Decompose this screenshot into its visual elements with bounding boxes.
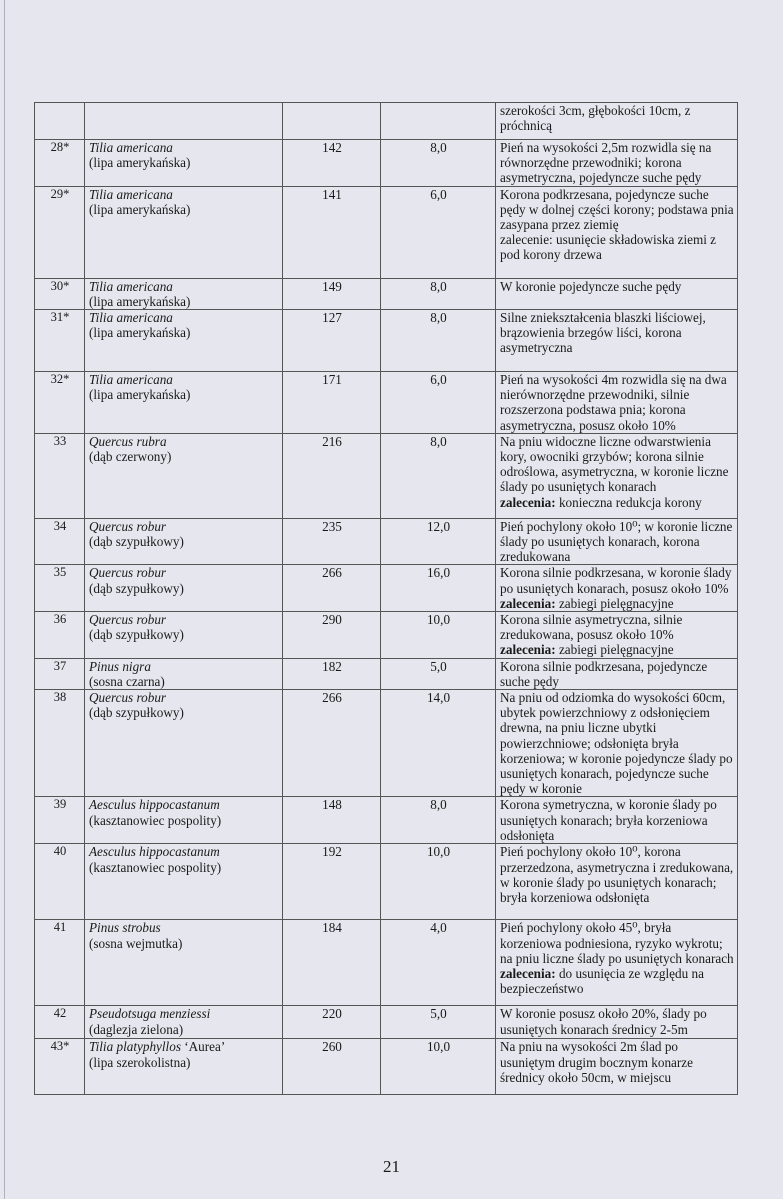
cell-height xyxy=(381,140,496,187)
cell-height xyxy=(381,690,496,797)
cell-no xyxy=(35,518,85,565)
tree-number: 39 xyxy=(53,797,67,812)
recommendation-text: zabiegi pielęgnacyjne xyxy=(558,595,674,611)
cell-description xyxy=(496,103,738,140)
latin-name xyxy=(89,279,279,294)
polish-name: (lipa amerykańska) xyxy=(89,293,191,309)
circumference-value: 235 xyxy=(322,518,342,534)
page-number: 21 xyxy=(383,1157,400,1176)
cell-height xyxy=(381,103,496,140)
recommendation-tail: bezpieczeństwo xyxy=(500,981,584,997)
cell-circumference xyxy=(283,797,381,844)
height-value: 6,0 xyxy=(430,372,447,388)
latin-name-text: Pinus nigra xyxy=(89,658,151,674)
table-row xyxy=(35,278,738,309)
tree-number: 41 xyxy=(53,920,67,935)
cell-height xyxy=(381,186,496,278)
table-row xyxy=(35,844,738,920)
cell-species xyxy=(85,186,283,278)
cell-height xyxy=(381,658,496,689)
cell-circumference xyxy=(283,565,381,612)
latin-name-text: Pseudotsuga menziessi xyxy=(89,1006,211,1022)
circumference-value: 184 xyxy=(322,920,342,936)
cell-species xyxy=(85,310,283,372)
cell-description xyxy=(496,310,738,372)
cell-description xyxy=(496,844,738,920)
cell-description xyxy=(496,920,738,1006)
table-row xyxy=(35,1039,738,1095)
desc-line: Pień pochylony około 10⁰; w koronie liczne xyxy=(500,518,733,534)
cell-circumference xyxy=(283,186,381,278)
cell-circumference xyxy=(283,690,381,797)
table-row xyxy=(35,658,738,689)
cell-height xyxy=(381,278,496,309)
polish-name: (dąb szypułkowy) xyxy=(89,580,184,596)
desc-line: szerokości 3cm, głębokości 10cm, z xyxy=(500,103,691,118)
circumference-value: 260 xyxy=(322,1039,342,1055)
latin-name-text: Quercus robur xyxy=(89,690,167,706)
desc-line: na pniu liczne ślady po usuniętych konarach xyxy=(500,950,734,966)
desc-line: rozszerzona podstawa pnia; korona xyxy=(500,402,686,418)
height-value: 10,0 xyxy=(426,1039,451,1055)
cell-height xyxy=(381,310,496,372)
desc-line: powierzchniowe; odsłonięta bryła xyxy=(500,735,679,751)
table-row xyxy=(35,433,738,518)
latin-name-text: Tilia americana xyxy=(89,140,173,155)
cell-species xyxy=(85,797,283,844)
polish-name: (lipa szerokolistna) xyxy=(89,1054,191,1070)
circumference-value: 192 xyxy=(322,844,342,860)
table-row xyxy=(35,920,738,1006)
latin-name xyxy=(89,565,279,580)
latin-name xyxy=(89,187,279,202)
desc-line: asymetryczna, pojedyncze suche pędy xyxy=(500,170,702,186)
recommendation-label: zalecenia: xyxy=(500,595,556,611)
table-row xyxy=(35,518,738,565)
circumference-value: 216 xyxy=(322,433,342,449)
cell-description xyxy=(496,278,738,309)
height-value: 8,0 xyxy=(430,433,447,449)
cell-circumference xyxy=(283,658,381,689)
desc-line: po usuniętych konarach, posusz około 10% xyxy=(500,580,729,596)
polish-name: (lipa amerykańska) xyxy=(89,325,191,341)
desc-line: Pień na wysokości 2,5m rozwidla się na xyxy=(500,140,712,155)
desc-line: usuniętych konarach średnicy 2-5m xyxy=(500,1021,688,1037)
latin-name xyxy=(89,612,279,627)
desc-line: Pień na wysokości 4m rozwidla się na dwa xyxy=(500,372,727,388)
latin-name xyxy=(89,372,279,387)
desc-line: usuniętych konarach, pojedyncze suche xyxy=(500,766,709,782)
desc-line: asymetryczna xyxy=(500,340,573,356)
cell-species xyxy=(85,433,283,518)
latin-name-text: Quercus robur xyxy=(89,565,167,581)
desc-line: Pień pochylony około 10⁰, korona xyxy=(500,844,681,860)
height-value: 16,0 xyxy=(426,565,451,581)
desc-line: w koronie ślady po usuniętych konarach; xyxy=(500,874,717,890)
cell-species xyxy=(85,103,283,140)
circumference-value: 171 xyxy=(322,372,342,388)
latin-name xyxy=(89,519,279,534)
desc-line: odroślowa, asymetryczna, w koronie liczne xyxy=(500,464,729,480)
cell-species xyxy=(85,612,283,659)
height-value: 5,0 xyxy=(430,1006,447,1022)
cell-description xyxy=(496,433,738,518)
circumference-value: 127 xyxy=(322,310,342,326)
polish-name: (dąb czerwony) xyxy=(89,449,172,465)
tree-number: 33 xyxy=(53,433,67,448)
tree-number: 29* xyxy=(50,186,70,201)
latin-name xyxy=(89,690,279,705)
desc-line: zalecenie: usunięcie składowiska ziemi z xyxy=(500,232,717,248)
height-value: 6,0 xyxy=(430,186,447,202)
desc-line: zredukowana xyxy=(500,549,571,565)
cell-no xyxy=(35,433,85,518)
height-value: 14,0 xyxy=(426,690,451,706)
cell-no xyxy=(35,920,85,1006)
desc-line: ślady po usuniętych konarach xyxy=(500,479,657,495)
cell-description xyxy=(496,518,738,565)
latin-name-text: Tilia platyphyllos xyxy=(89,1039,181,1055)
cell-species xyxy=(85,518,283,565)
desc-line: bryła korzeniowa odsłonięta xyxy=(500,890,650,906)
desc-line: Korona silnie podkrzesana, w koronie ślady xyxy=(500,565,732,581)
desc-line: korzeniowa; w koronie pojedyncze ślady po xyxy=(500,750,733,766)
recommendation-text: zabiegi pielęgnacyjne xyxy=(558,642,674,658)
polish-name: (dąb szypułkowy) xyxy=(89,705,184,721)
tree-number: 28* xyxy=(50,140,70,154)
cell-circumference xyxy=(283,1006,381,1039)
tree-number: 34 xyxy=(53,518,67,533)
desc-line: zasypana przez ziemię xyxy=(500,217,619,233)
cell-circumference xyxy=(283,372,381,434)
desc-line: W koronie posusz około 20%, ślady po xyxy=(500,1006,707,1022)
cell-no xyxy=(35,140,85,187)
cell-species xyxy=(85,278,283,309)
table-row xyxy=(35,372,738,434)
cell-description xyxy=(496,372,738,434)
cell-circumference xyxy=(283,310,381,372)
desc-line: brązowienia brzegów liści, korona xyxy=(500,325,682,341)
polish-name: (sosna czarna) xyxy=(89,673,165,689)
polish-name: (dąb szypułkowy) xyxy=(89,627,184,643)
cell-species xyxy=(85,1006,283,1039)
desc-line: nierównorzędne przewodniki, silnie xyxy=(500,387,690,403)
cell-height xyxy=(381,797,496,844)
table-row xyxy=(35,310,738,372)
height-value: 8,0 xyxy=(430,278,447,294)
table-row xyxy=(35,797,738,844)
polish-name: (lipa amerykańska) xyxy=(89,201,191,217)
cell-description xyxy=(496,658,738,689)
cell-height xyxy=(381,433,496,518)
tree-number: 31* xyxy=(50,310,70,325)
desc-line: Na pniu widoczne liczne odwarstwienia xyxy=(500,433,711,449)
desc-line: suche pędy xyxy=(500,673,559,689)
cell-description xyxy=(496,186,738,278)
cell-circumference xyxy=(283,1039,381,1095)
cell-height xyxy=(381,518,496,565)
latin-name xyxy=(89,920,279,935)
tree-number: 36 xyxy=(53,612,67,627)
tree-number: 38 xyxy=(53,690,67,705)
height-value: 10,0 xyxy=(426,612,451,628)
desc-line: zredukowana, posusz około 10% xyxy=(500,627,674,643)
latin-name xyxy=(89,1039,279,1054)
cell-circumference xyxy=(283,140,381,187)
cell-description xyxy=(496,690,738,797)
cell-species xyxy=(85,140,283,187)
cultivar-name: ‘Aurea’ xyxy=(180,1039,226,1055)
height-value: 5,0 xyxy=(430,658,447,674)
continuation-row xyxy=(35,103,738,140)
latin-name-text: Tilia americana xyxy=(89,372,173,388)
cell-description xyxy=(496,797,738,844)
tree-number: 37 xyxy=(53,658,67,673)
latin-name-text: Quercus robur xyxy=(89,612,167,628)
latin-name-text: Aesculus hippocastanum xyxy=(89,844,220,860)
latin-name xyxy=(89,434,279,449)
table-row xyxy=(35,565,738,612)
cell-no xyxy=(35,690,85,797)
tree-number: 40 xyxy=(53,844,67,859)
desc-line: Korona silnie asymetryczna, silnie xyxy=(500,612,683,628)
cell-species xyxy=(85,690,283,797)
desc-line: Pień pochylony około 45⁰, bryła xyxy=(500,920,672,936)
circumference-value: 149 xyxy=(322,278,342,294)
desc-line: Korona podkrzesana, pojedyncze suche xyxy=(500,186,709,202)
circumference-value: 290 xyxy=(322,612,342,628)
desc-line: średnicy około 50cm, w miejscu xyxy=(500,1069,672,1085)
circumference-value: 148 xyxy=(322,797,342,813)
circumference-value: 266 xyxy=(322,565,342,581)
table-row xyxy=(35,186,738,278)
cell-circumference xyxy=(283,612,381,659)
cell-circumference xyxy=(283,433,381,518)
latin-name-text: Tilia americana xyxy=(89,278,173,294)
cell-no xyxy=(35,103,85,140)
desc-line: pędy w dolnej części korony; podstawa pnia xyxy=(500,201,734,217)
recommendation xyxy=(500,642,734,657)
latin-name xyxy=(89,659,279,674)
desc-line: Korona symetryczna, w koronie ślady po xyxy=(500,797,717,813)
recommendation xyxy=(500,495,734,510)
cell-no xyxy=(35,797,85,844)
desc-line: pędy w koronie xyxy=(500,781,583,797)
latin-name-text: Aesculus hippocastanum xyxy=(89,797,220,813)
tree-number: 35 xyxy=(53,565,67,580)
polish-name: (sosna wejmutka) xyxy=(89,935,183,951)
tree-number: 42 xyxy=(53,1006,67,1021)
desc-line: odsłonięta xyxy=(500,827,555,843)
desc-line: Na pniu na wysokości 2m ślad po xyxy=(500,1039,679,1055)
desc-line: kory, owocniki grzybów; korona silnie xyxy=(500,449,704,465)
cell-species xyxy=(85,658,283,689)
page-edge-line xyxy=(4,0,5,1199)
cell-height xyxy=(381,1039,496,1095)
tree-number: 32* xyxy=(50,372,70,387)
circumference-value: 141 xyxy=(322,186,342,202)
cell-circumference xyxy=(283,920,381,1006)
cell-description xyxy=(496,565,738,612)
recommendation-text: konieczna redukcja korony xyxy=(558,494,702,510)
cell-species xyxy=(85,844,283,920)
desc-line: asymetryczna, posusz około 10% xyxy=(500,417,676,433)
cell-height xyxy=(381,844,496,920)
cell-no xyxy=(35,565,85,612)
polish-name: (daglezja zielona) xyxy=(89,1021,184,1037)
tree-inventory-table xyxy=(34,102,738,1095)
polish-name: (dąb szypułkowy) xyxy=(89,534,184,550)
cell-height xyxy=(381,372,496,434)
desc-line: ślady po usuniętych konarach, korona xyxy=(500,534,700,550)
table-row xyxy=(35,1006,738,1039)
cell-no xyxy=(35,310,85,372)
desc-line: ubytek powierzchniowy z odsłonięciem xyxy=(500,705,710,721)
cell-height xyxy=(381,920,496,1006)
desc-line: drewna, na pniu liczne ubytki xyxy=(500,720,657,736)
latin-name-text: Quercus robur xyxy=(89,518,167,534)
height-value: 12,0 xyxy=(426,518,451,534)
cell-circumference xyxy=(283,518,381,565)
desc-line: usuniętym drugim bocznym konarze xyxy=(500,1054,694,1070)
desc-line: Silne zniekształcenia blaszki liściowej, xyxy=(500,310,706,326)
cell-species xyxy=(85,565,283,612)
cell-no xyxy=(35,186,85,278)
cell-description xyxy=(496,140,738,187)
height-value: 10,0 xyxy=(426,844,451,860)
cell-no xyxy=(35,612,85,659)
circumference-value: 220 xyxy=(322,1006,342,1022)
latin-name xyxy=(89,844,279,859)
circumference-value: 182 xyxy=(322,658,342,674)
cell-circumference xyxy=(283,844,381,920)
latin-name xyxy=(89,310,279,325)
recommendation-label: zalecenia: xyxy=(500,642,556,658)
height-value: 8,0 xyxy=(430,140,447,155)
cell-description xyxy=(496,1039,738,1095)
recommendation xyxy=(500,596,734,611)
polish-name: (lipa amerykańska) xyxy=(89,155,191,171)
desc-line: Korona silnie podkrzesana, pojedyncze xyxy=(500,658,708,674)
latin-name-text: Tilia americana xyxy=(89,186,173,202)
recommendation xyxy=(500,966,734,981)
height-value: 8,0 xyxy=(430,797,447,813)
desc-line: próchnicą xyxy=(500,118,552,134)
desc-line: korzeniowa podniesiona, ryzyko wykrotu; xyxy=(500,935,723,951)
table-row xyxy=(35,690,738,797)
polish-name: (kasztanowiec pospolity) xyxy=(89,812,222,828)
cell-height xyxy=(381,612,496,659)
desc-line: pod korony drzewa xyxy=(500,247,602,263)
desc-line: równorzędne przewodniki; korona xyxy=(500,155,682,171)
cell-no xyxy=(35,1006,85,1039)
latin-name xyxy=(89,797,279,812)
recommendation-label: zalecenia: xyxy=(500,494,556,510)
cell-circumference xyxy=(283,278,381,309)
latin-name xyxy=(89,1006,279,1021)
table-row xyxy=(35,612,738,659)
circumference-value: 142 xyxy=(322,140,342,155)
cell-circumference xyxy=(283,103,381,140)
latin-name xyxy=(89,140,279,155)
desc-line: przerzedzona, asymetryczna i zredukowana, xyxy=(500,859,734,875)
recommendation-text: do usunięcia ze względu na xyxy=(558,966,704,982)
cell-height xyxy=(381,1006,496,1039)
polish-name: (kasztanowiec pospolity) xyxy=(89,859,222,875)
height-value: 4,0 xyxy=(430,920,447,936)
polish-name: (lipa amerykańska) xyxy=(89,387,191,403)
latin-name-text: Quercus rubra xyxy=(89,433,167,449)
cell-description xyxy=(496,612,738,659)
tree-number: 30* xyxy=(50,278,70,293)
latin-name-text: Tilia americana xyxy=(89,310,173,326)
cell-species xyxy=(85,920,283,1006)
cell-no xyxy=(35,372,85,434)
recommendation-label: zalecenia: xyxy=(500,966,556,982)
desc-line: Na pniu od odziomka do wysokości 60cm, xyxy=(500,690,726,706)
cell-height xyxy=(381,565,496,612)
cell-no xyxy=(35,658,85,689)
desc-line: usuniętych konarach; bryła korzeniowa xyxy=(500,812,708,828)
cell-no xyxy=(35,1039,85,1095)
cell-no xyxy=(35,278,85,309)
circumference-value: 266 xyxy=(322,690,342,706)
cell-description xyxy=(496,1006,738,1039)
height-value: 8,0 xyxy=(430,310,447,326)
cell-species xyxy=(85,1039,283,1095)
table-body xyxy=(35,103,738,1095)
cell-no xyxy=(35,844,85,920)
cell-species xyxy=(85,372,283,434)
table-row xyxy=(35,140,738,187)
tree-number: 43* xyxy=(50,1039,70,1054)
desc-line: W koronie pojedyncze suche pędy xyxy=(500,278,682,294)
latin-name-text: Pinus strobus xyxy=(89,920,161,936)
